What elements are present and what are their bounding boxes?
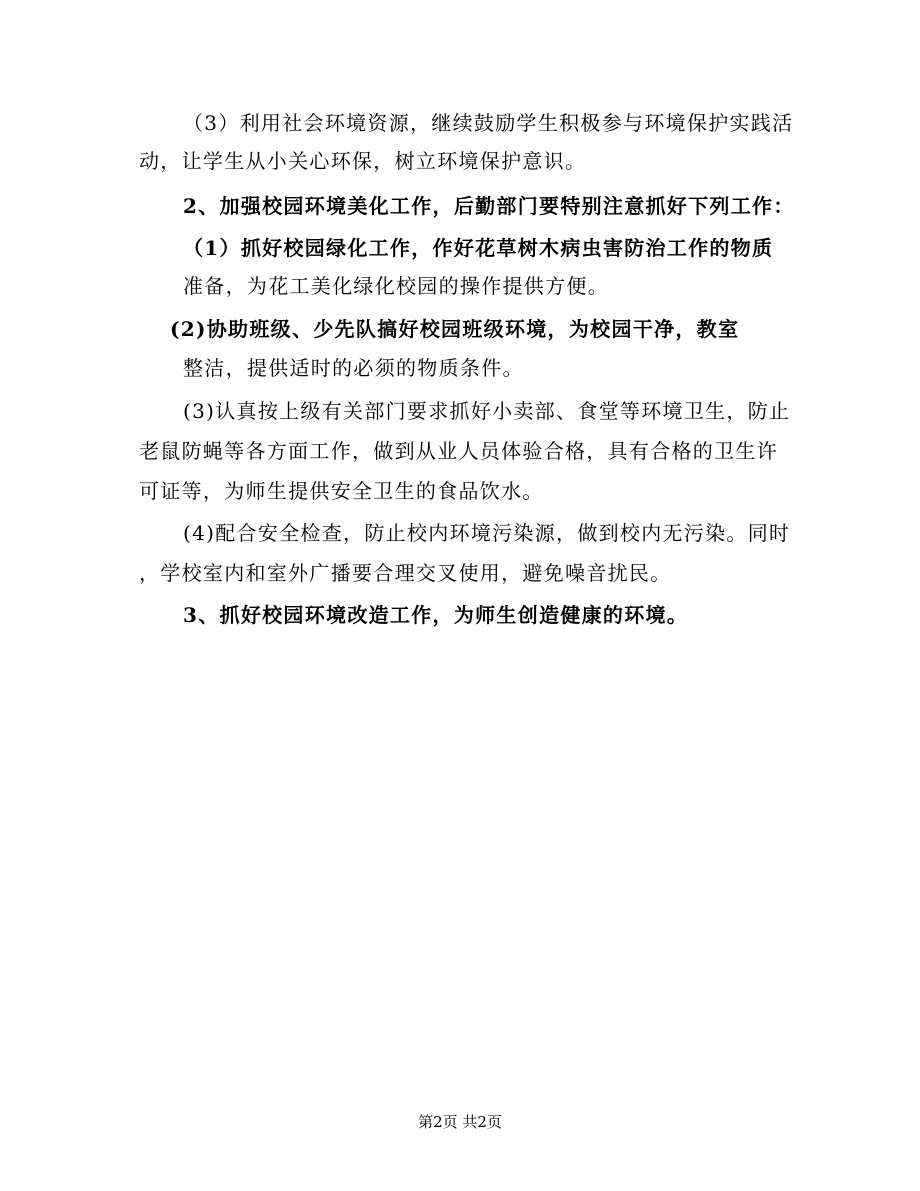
paragraph-4-line-2: 整洁，提供适时的必须的物质条件。 [183,356,524,380]
paragraph-6-line-2: ，学校室内和室外广播要合理交叉使用，避免噪音扰民。 [139,561,672,585]
paragraph-1-line-1: （3）利用社会环境资源，继续鼓励学生积极参与环境保护实践活 [183,111,794,135]
paragraph-6-line-1: (4)配合安全检查，防止校内环境污染源，做到校内无污染。同时 [183,521,791,545]
paragraph-5-line-2: 老鼠防蝇等各方面工作，做到从业人员体验合格，具有合格的卫生许 [139,439,778,463]
paragraph-5-line-3: 可证等，为师生提供安全卫生的食品饮水。 [139,479,544,503]
section-2-heading: 2、加强校园环境美化工作，后勤部门要特别注意抓好下列工作： [183,194,795,218]
paragraph-3-line-1: （1）抓好校园绿化工作，作好花草树木病虫害防治工作的物质 [183,236,774,260]
paragraph-1-line-2: 动，让学生从小关心环保，树立环境保护意识。 [139,149,587,173]
page-number-footer: 第2页 共2页 [418,1113,502,1131]
paragraph-4-line-1: (2)协助班级、少先队搞好校园班级环境，为校园干净，教室 [170,317,740,341]
paragraph-5-line-1: (3)认真按上级有关部门要求抓好小卖部、食堂等环境卫生，防止 [183,399,791,423]
paragraph-3-line-2: 准备，为花工美化绿化校园的操作提供方便。 [183,274,609,298]
section-3-heading: 3、抓好校园环境改造工作，为师生创造健康的环境。 [183,603,689,627]
